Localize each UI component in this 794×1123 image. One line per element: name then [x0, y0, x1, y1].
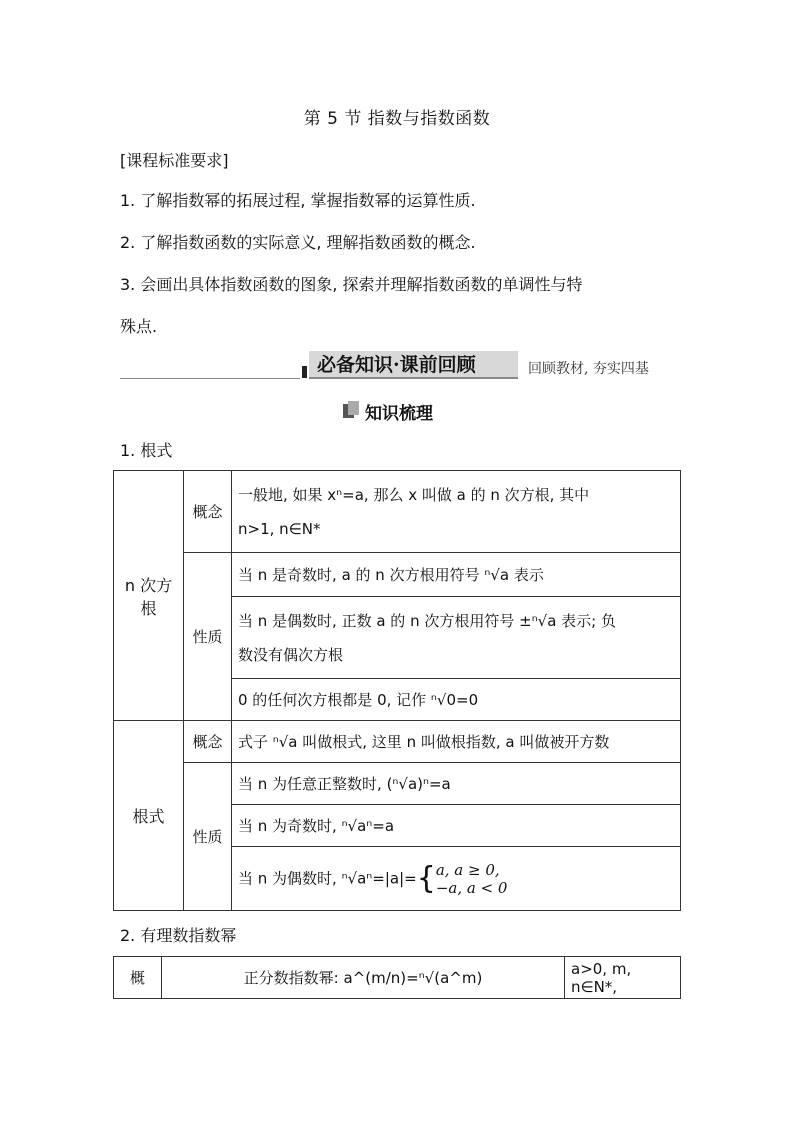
cell-line: 一般地, 如果 xⁿ=a, 那么 x 叫做 a 的 n 次方根, 其中 [238, 485, 590, 504]
table-cell: 当 n 为任意正整数时, (ⁿ√a)ⁿ=a [232, 763, 681, 805]
requirement-item: 1. 了解指数幂的拓展过程, 掌握指数幂的运算性质. [120, 191, 476, 210]
cell-line: n>1, n∈N* [238, 519, 321, 538]
cell-line: 数没有偶次方根 [238, 645, 344, 664]
requirement-item: 殊点. [120, 317, 158, 336]
table-cell: 0 的任何次方根都是 0, 记作 ⁿ√0=0 [232, 679, 681, 721]
page-title: 第 5 节 指数与指数函数 [303, 109, 491, 129]
property-label: 性质 [184, 763, 232, 911]
banner-rule [120, 378, 300, 379]
cell-line: 当 n 是偶数时, 正数 a 的 n 次方根用符号 ±ⁿ√a 表示; 负 [238, 611, 617, 630]
requirement-item: 2. 了解指数函数的实际意义, 理解指数函数的概念. [120, 233, 476, 252]
piecewise-cases [436, 861, 508, 897]
requirement-item: 3. 会画出具体指数函数的图象, 探索并理解指数函数的单调性与特 [120, 275, 583, 294]
table-cell: 当 n 是奇数时, a 的 n 次方根用符号 ⁿ√a 表示 [232, 553, 681, 597]
section-icon [343, 401, 359, 418]
brace-glyph: { [416, 860, 436, 896]
table-cell: a>0, m, n∈N*, [565, 957, 681, 999]
banner-marker [302, 366, 307, 378]
formula-prefix: 当 n 为偶数时, ⁿ√aⁿ=|a|= [238, 869, 417, 887]
table-cell: 正分数指数幂: a^(m/n)=ⁿ√(a^m) [162, 957, 565, 999]
property-label: 性质 [184, 553, 232, 721]
case-line: a, a ≥ 0, [435, 860, 500, 879]
requirements-heading: [课程标准要求] [120, 151, 229, 170]
concept-label: 概念 [184, 471, 232, 553]
concept-label: 概念 [184, 721, 232, 763]
table-cell: 当 n 为奇数时, ⁿ√aⁿ=a [232, 805, 681, 847]
banner-title: 必备知识·课前回顾 [309, 351, 518, 379]
banner-subtitle: 回顾教材, 夯实四基 [528, 361, 649, 377]
subsection-title: 2. 有理数指数幂 [120, 926, 237, 945]
table-cell [232, 471, 681, 553]
radical-table [113, 470, 681, 911]
subsection-title: 1. 根式 [120, 441, 173, 460]
table-cell [232, 847, 681, 911]
table-cell [232, 597, 681, 679]
table-cell: 概 [114, 957, 162, 999]
rational-exponent-table [113, 956, 681, 999]
row-group-label: 根式 [114, 721, 184, 911]
row-group-label: n 次方根 [114, 471, 184, 721]
section-title: 知识梳理 [365, 404, 433, 424]
table-cell: 式子 ⁿ√a 叫做根式, 这里 n 叫做根指数, a 叫做被开方数 [232, 721, 681, 763]
case-line: −a, a < 0 [435, 878, 508, 897]
